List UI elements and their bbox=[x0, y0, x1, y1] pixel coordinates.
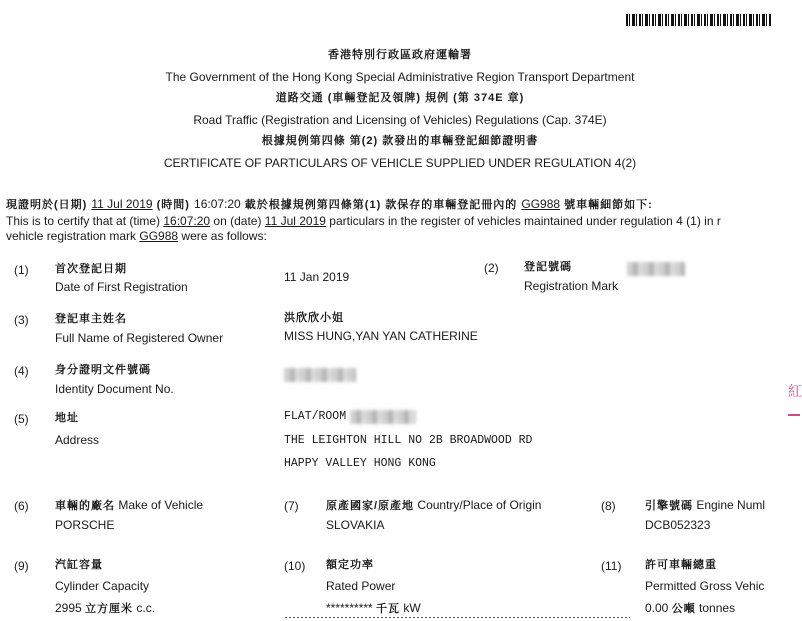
regulation-title-zh: 道路交通 (車輛登記及領牌) 規例 (第 374E 章) bbox=[275, 92, 525, 104]
intro-line-en-2: vehicle registration mark GG988 were as follows: bbox=[6, 229, 267, 243]
certificate-title-en: CERTIFICATE OF PARTICULARS OF VEHICLE SUPPLIED UNDER REGULATION 4(2) bbox=[163, 156, 637, 170]
field-9-number: (9) bbox=[14, 559, 29, 573]
barcode bbox=[626, 14, 772, 26]
field-8-label: 引擎號碼 Engine Numl bbox=[645, 498, 766, 512]
country-of-origin: SLOVAKIA bbox=[326, 518, 385, 532]
first-registration-date: 11 Jan 2019 bbox=[284, 270, 350, 284]
intro-line-en: This is to certify that at (time) 16:07:20 on (date) 11 Jul 2019 particulars in the register of vehicles maintained under regulation 4 (1) in r bbox=[6, 214, 721, 228]
field-10-label-en: Rated Power bbox=[326, 579, 396, 593]
field-7-number: (7) bbox=[284, 499, 299, 513]
regulation-title-en: Road Traffic (Registration and Licensing of Vehicles) Regulations (Cap. 374E) bbox=[193, 113, 607, 127]
side-accent-dash bbox=[788, 414, 800, 416]
field-2-number: (2) bbox=[484, 261, 499, 275]
field-1-label-zh: 首次登記日期 bbox=[55, 263, 127, 275]
field-6-number: (6) bbox=[14, 499, 29, 513]
field-9-label-zh: 汽缸容量 bbox=[55, 559, 103, 571]
cylinder-capacity: 2995 立方厘米 c.c. bbox=[55, 601, 156, 615]
field-4-number: (4) bbox=[14, 364, 29, 378]
field-5-label-en: Address bbox=[55, 433, 100, 447]
address-line-2: THE LEIGHTON HILL NO 2B BROADWOOD RD bbox=[284, 434, 533, 447]
field-3-label-en: Full Name of Registered Owner bbox=[55, 331, 224, 345]
field-8-number: (8) bbox=[601, 499, 616, 513]
dept-title-zh: 香港特別行政區政府運輸署 bbox=[328, 49, 472, 61]
field-2-label-en: Registration Mark bbox=[524, 279, 619, 293]
side-mark: 紅 bbox=[788, 383, 802, 399]
owner-name-en: MISS HUNG,YAN YAN CATHERINE bbox=[284, 329, 478, 343]
identity-document-redacted bbox=[284, 368, 356, 382]
field-7-label: 原產國家/原產地 Country/Place of Origin bbox=[326, 498, 542, 512]
dept-title-en: The Government of the Hong Kong Special Administrative Region Transport Department bbox=[165, 70, 635, 84]
field-4-label-zh: 身分證明文件號碼 bbox=[55, 364, 151, 376]
field-1-number: (1) bbox=[14, 263, 29, 277]
field-6-label: 車輛的廠名 Make of Vehicle bbox=[55, 498, 204, 512]
permitted-gross-weight: 0.00 公噸 tonnes bbox=[645, 601, 736, 615]
field-4-label-en: Identity Document No. bbox=[55, 382, 174, 396]
field-5-label-zh: 地址 bbox=[55, 412, 79, 424]
field-10-label-zh: 額定功率 bbox=[326, 559, 374, 571]
registration-mark-redacted bbox=[627, 262, 685, 276]
field-11-label-en: Permitted Gross Vehic bbox=[645, 579, 765, 593]
address-flat-redacted bbox=[350, 410, 416, 424]
address-line-3: HAPPY VALLEY HONG KONG bbox=[284, 457, 436, 470]
intro-line-zh: 現證明於(日期) 11 Jul 2019 (時間) 16:07:20 載於根據規例第四條第(1) 款保存的車輛登記冊內的 GG988 號車輛細節如下: bbox=[6, 197, 653, 211]
engine-number: DCB052323 bbox=[645, 518, 711, 532]
owner-name-zh: 洪欣欣小姐 bbox=[284, 312, 344, 324]
certificate-title-zh: 根據規例第四條 第(2) 款發出的車輛登記細節證明書 bbox=[261, 135, 539, 147]
field-3-number: (3) bbox=[14, 313, 29, 327]
field-10-number: (10) bbox=[284, 559, 306, 573]
bottom-dotted-rule bbox=[285, 617, 630, 618]
field-5-number: (5) bbox=[14, 412, 29, 426]
field-9-label-en: Cylinder Capacity bbox=[55, 579, 150, 593]
rated-power: ********** 千瓦 kW bbox=[326, 601, 421, 615]
field-2-label-zh: 登記號碼 bbox=[524, 261, 572, 273]
address-line-1: FLAT/ROOM bbox=[284, 410, 347, 423]
field-11-number: (11) bbox=[601, 559, 622, 573]
field-1-label-en: Date of First Registration bbox=[55, 280, 188, 294]
vehicle-make: PORSCHE bbox=[55, 518, 115, 532]
field-11-label-zh: 許可車輛總重 bbox=[645, 559, 717, 571]
field-3-label-zh: 登記車主姓名 bbox=[55, 313, 127, 325]
